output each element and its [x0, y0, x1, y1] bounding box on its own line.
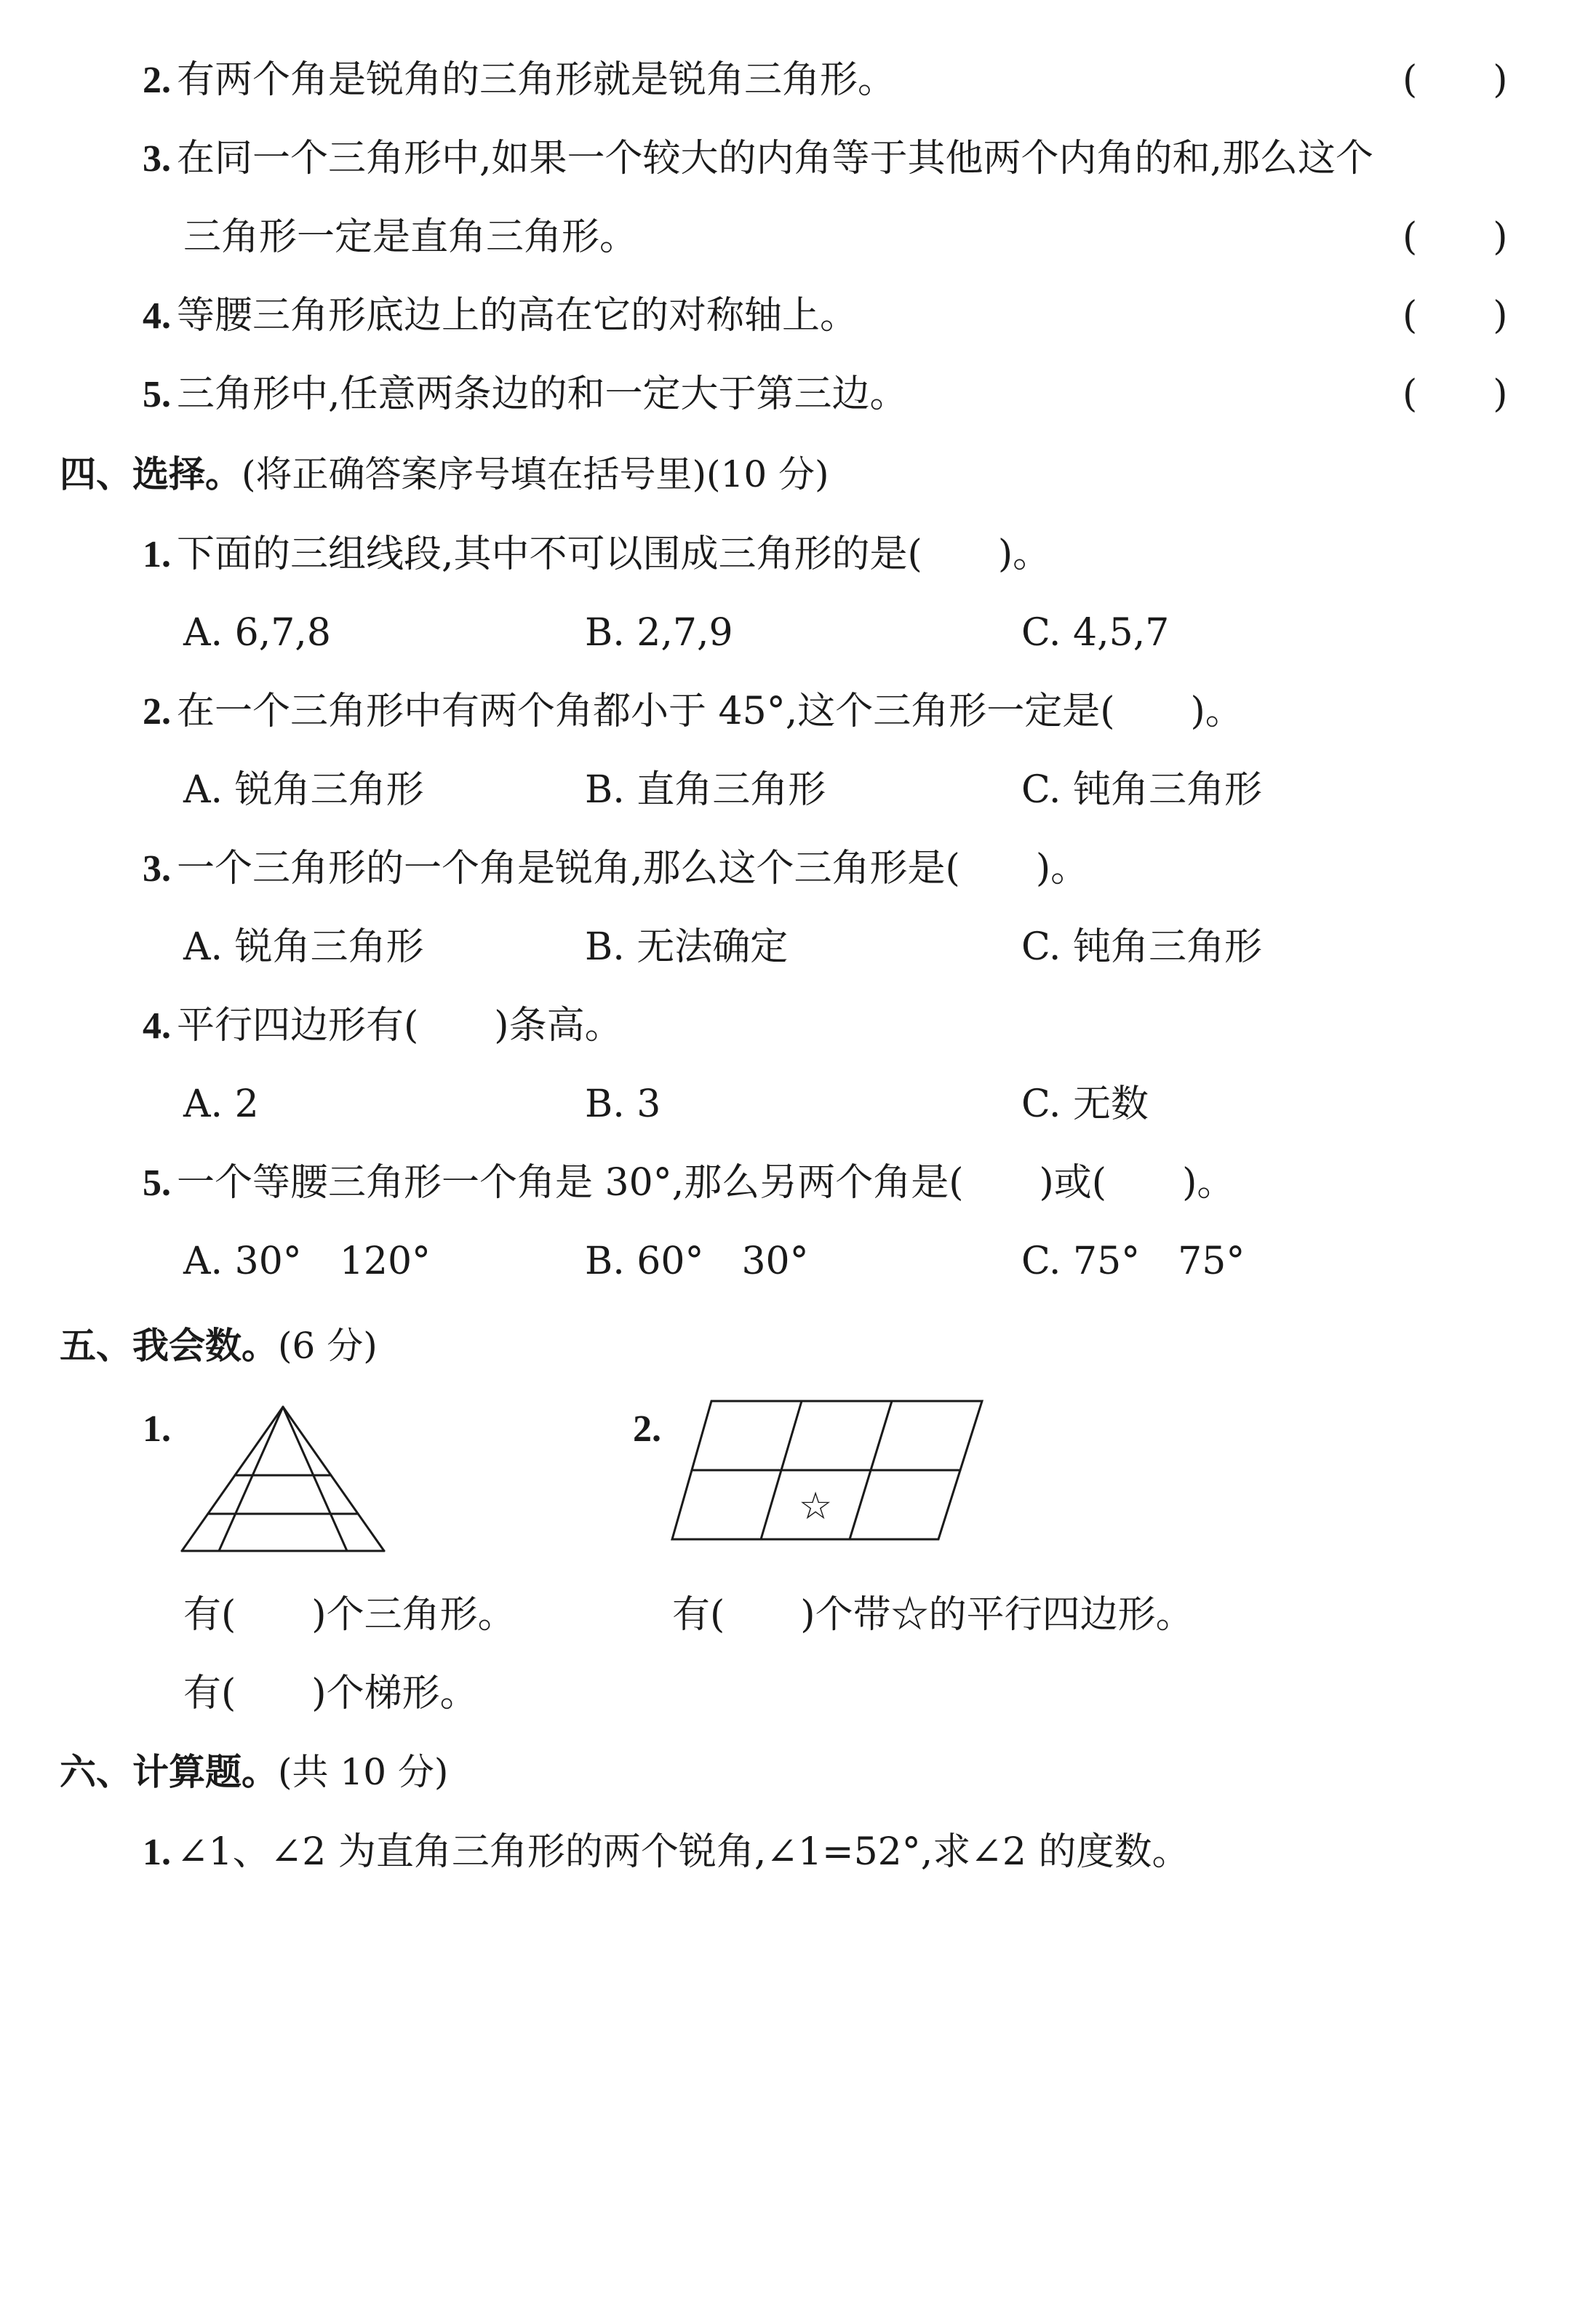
choice-q1-option-a[interactable]: A. 6,7,8 [183, 611, 331, 655]
choice-q5-option-a[interactable]: A. 30° 120° [183, 1240, 431, 1283]
judge-q3-line1: 3. 在同一个三角形中,如果一个较大的内角等于其他两个内角的和,那么这个 [143, 137, 1374, 180]
choice-q1: 1. 下面的三组线段,其中不可以围成三角形的是( )。 [143, 532, 1051, 576]
choice-q2-option-a[interactable]: A. 锐角三角形 [183, 768, 424, 812]
judge-q3-answer-paren[interactable]: ( ) [1403, 215, 1508, 259]
choice-q2-option-b[interactable]: B. 直角三角形 [585, 768, 826, 812]
choice-q3-option-b[interactable]: B. 无法确定 [585, 925, 789, 969]
section-4-title: 四、选择。(将正确答案序号填在括号里)(10 分) [60, 452, 829, 495]
star-icon: ☆ [798, 1485, 833, 1528]
choice-q5-option-b[interactable]: B. 60° 30° [585, 1240, 809, 1283]
triangle-left-side [182, 1407, 283, 1551]
triangle-inner-line-left [219, 1407, 283, 1551]
count-q1-trapezoids-blank[interactable]: 有( )个梯形。 [183, 1672, 478, 1715]
choice-q3-option-a[interactable]: A. 锐角三角形 [183, 925, 424, 969]
section-5-title: 五、我会数。(6 分) [60, 1324, 378, 1367]
choice-q2-option-c[interactable]: C. 钝角三角形 [1021, 768, 1262, 812]
judge-q4-answer-paren[interactable]: ( ) [1403, 294, 1508, 338]
choice-q3-option-c[interactable]: C. 钝角三角形 [1021, 925, 1262, 969]
judge-q5: 5. 三角形中,任意两条边的和一定大于第三边。 [143, 372, 908, 416]
choice-q4: 4. 平行四边形有( )条高。 [143, 1004, 623, 1048]
count-q2-number: 2. [633, 1408, 661, 1450]
triangle-inner-line-right [283, 1407, 347, 1551]
judge-q2-answer-paren[interactable]: ( ) [1403, 58, 1508, 102]
choice-q1-option-c[interactable]: C. 4,5,7 [1021, 611, 1170, 655]
choice-q4-option-c[interactable]: C. 无数 [1021, 1082, 1149, 1126]
choice-q2: 2. 在一个三角形中有两个角都小于 45°,这个三角形一定是( )。 [143, 690, 1243, 733]
choice-q1-option-b[interactable]: B. 2,7,9 [585, 611, 733, 655]
choice-q4-option-a[interactable]: A. 2 [183, 1082, 259, 1126]
calc-q1: 1. ∠1、∠2 为直角三角形的两个锐角,∠1=52°,求∠2 的度数。 [143, 1830, 1190, 1874]
parallelogram-grid-figure [668, 1398, 988, 1544]
choice-q5-option-c[interactable]: C. 75° 75° [1021, 1240, 1245, 1283]
judge-q5-answer-paren[interactable]: ( ) [1403, 372, 1508, 416]
judge-q2: 2. 有两个角是锐角的三角形就是锐角三角形。 [143, 58, 896, 102]
count-q1-number: 1. [143, 1408, 171, 1450]
triangle-right-side [283, 1407, 384, 1551]
count-q1-triangles-blank[interactable]: 有( )个三角形。 [183, 1593, 516, 1637]
judge-q4: 4. 等腰三角形底边上的高在它的对称轴上。 [143, 294, 858, 338]
triangle-figure [177, 1403, 388, 1555]
choice-q4-option-b[interactable]: B. 3 [585, 1082, 661, 1126]
section-6-title: 六、计算题。(共 10 分) [60, 1750, 449, 1793]
choice-q3: 3. 一个三角形的一个角是锐角,那么这个三角形是( )。 [143, 847, 1089, 890]
choice-q5: 5. 一个等腰三角形一个角是 30°,那么另两个角是( )或( )。 [143, 1161, 1235, 1205]
count-q2-parallelograms-blank[interactable]: 有( )个带☆的平行四边形。 [672, 1593, 1194, 1637]
judge-q3-line2: 三角形一定是直角三角形。 [183, 215, 638, 259]
